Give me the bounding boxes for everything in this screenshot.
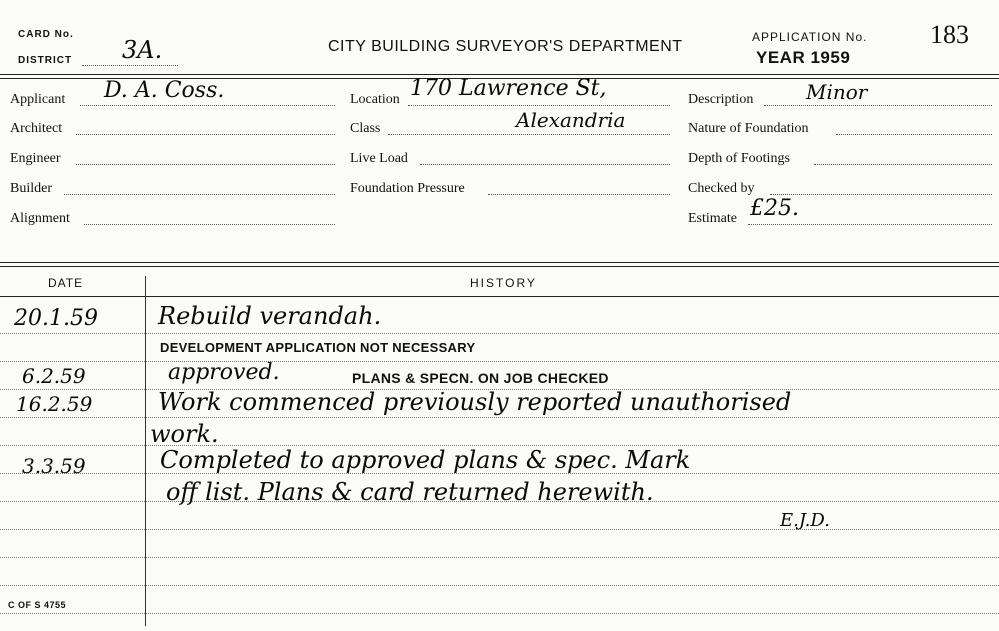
entry-text: Rebuild verandah. <box>158 302 382 330</box>
development-application-stamp: DEVELOPMENT APPLICATION NOT NECESSARY <box>160 340 476 355</box>
ruled-line <box>0 529 999 530</box>
engineer-label: Engineer <box>10 151 61 166</box>
ruled-line <box>0 333 999 334</box>
estimate-line <box>748 224 992 225</box>
location-value-2: Alexandria <box>516 108 626 132</box>
architect-label: Architect <box>10 121 63 136</box>
applicant-value: D. A. Coss. <box>104 78 225 103</box>
ruled-line <box>0 585 999 586</box>
entry-date: 3.3.59 <box>22 454 86 478</box>
history-rule-1 <box>0 262 999 263</box>
plans-checked-stamp: PLANS & SPECN. ON JOB CHECKED <box>352 370 609 386</box>
description-line <box>764 105 992 106</box>
district-label: DISTRICT <box>18 55 73 66</box>
entry-date: 6.2.59 <box>22 364 86 388</box>
location-line <box>408 105 670 106</box>
depth-of-footings-label: Depth of Footings <box>688 151 790 166</box>
depth-of-footings-line <box>814 164 992 165</box>
ruled-line <box>0 417 999 418</box>
live-load-label: Live Load <box>350 151 408 166</box>
location-label: Location <box>350 92 400 107</box>
district-value: 3A. <box>122 36 163 64</box>
entry-text: approved. <box>168 360 280 385</box>
header-rule-1 <box>0 74 999 75</box>
estimate-label: Estimate <box>688 211 737 226</box>
live-load-line <box>420 164 670 165</box>
checked-by-label: Checked by <box>688 181 755 196</box>
checked-by-line <box>770 194 992 195</box>
ruled-line <box>0 361 999 362</box>
architect-line <box>76 134 335 135</box>
alignment-line <box>84 224 335 225</box>
entry-text: off list. Plans & card returned herewith. <box>166 478 654 506</box>
year-label: YEAR 1959 <box>756 48 851 67</box>
date-column-divider <box>145 276 146 626</box>
location-value-1: 170 Lawrence St, <box>410 76 607 101</box>
estimate-value: £25. <box>750 196 799 221</box>
district-line <box>82 65 178 66</box>
nature-of-foundation-label: Nature of Foundation <box>688 121 809 136</box>
form-code: C OF S 4755 <box>8 600 67 610</box>
entry-text: Work commenced previously reported unauthorised <box>158 388 792 416</box>
history-rule-2 <box>0 266 999 267</box>
date-header: DATE <box>48 276 84 290</box>
entry-date: 20.1.59 <box>14 306 98 331</box>
nature-of-foundation-line <box>836 134 992 135</box>
alignment-label: Alignment <box>10 211 70 226</box>
history-header-rule <box>0 296 999 297</box>
applicant-label: Applicant <box>10 92 66 107</box>
entry-date: 16.2.59 <box>16 392 93 416</box>
class-line <box>388 134 670 135</box>
builder-label: Builder <box>10 181 52 196</box>
ruled-line <box>0 613 999 614</box>
builder-line <box>64 194 335 195</box>
department-title: CITY BUILDING SURVEYOR'S DEPARTMENT <box>328 38 683 55</box>
entry-text: work. <box>150 420 219 448</box>
description-label: Description <box>688 92 754 107</box>
entry-text: Completed to approved plans & spec. Mark <box>160 446 691 474</box>
description-value: Minor <box>806 80 868 104</box>
history-header: HISTORY <box>470 276 537 290</box>
application-no: 183 <box>930 20 969 49</box>
card-no-label: CARD No. <box>18 29 74 40</box>
class-label: Class <box>350 121 381 136</box>
application-no-label: APPLICATION No. <box>752 30 868 44</box>
applicant-line <box>80 105 335 106</box>
ruled-line <box>0 557 999 558</box>
engineer-line <box>76 164 335 165</box>
foundation-pressure-label: Foundation Pressure <box>350 181 465 196</box>
entry-initials: E.J.D. <box>780 510 830 531</box>
foundation-pressure-line <box>488 194 670 195</box>
